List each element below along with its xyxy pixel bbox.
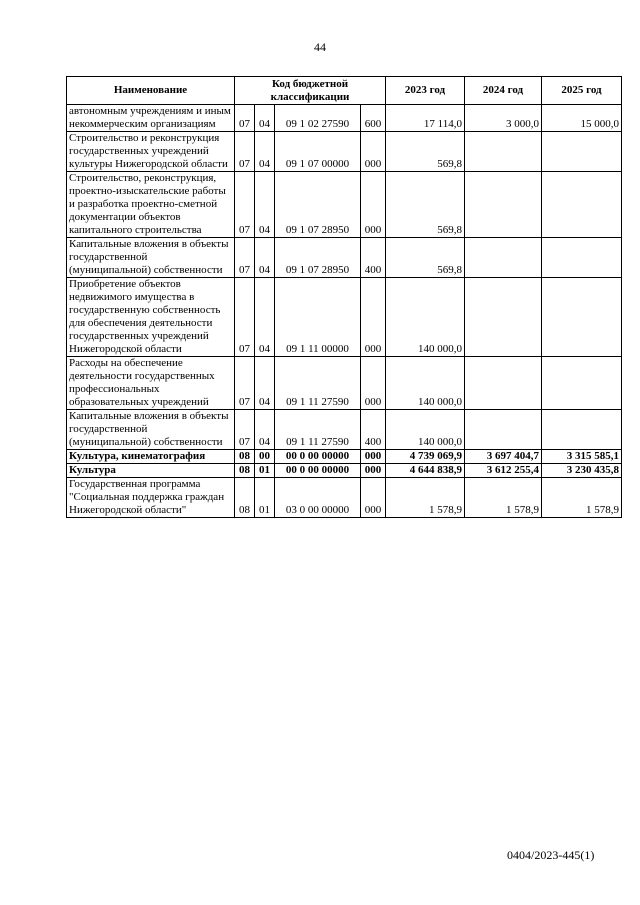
row-amount-2024: 3 612 255,4 xyxy=(465,464,542,478)
row-expense-type: 000 xyxy=(361,132,386,172)
table-row xyxy=(67,278,622,357)
row-expense-type: 000 xyxy=(361,278,386,357)
row-expense-type: 000 xyxy=(361,464,386,478)
row-amount-2024 xyxy=(465,172,542,238)
table-row xyxy=(67,172,622,238)
row-expense-type: 000 xyxy=(361,172,386,238)
header-2025: 2025 год xyxy=(542,77,622,105)
row-expense-type: 000 xyxy=(361,357,386,410)
row-expense-type: 400 xyxy=(361,410,386,450)
row-amount-2024 xyxy=(465,357,542,410)
row-section-code: 07 xyxy=(235,105,255,132)
row-name: Приобретение объектов недвижимого имущества в государственную собственность для обеспечения деятельности государственных учреждений Нижегородской области xyxy=(67,278,235,357)
row-target-article: 09 1 07 28950 xyxy=(275,238,361,278)
row-section-code: 07 xyxy=(235,132,255,172)
row-amount-2023: 569,8 xyxy=(386,172,465,238)
row-expense-type: 000 xyxy=(361,450,386,464)
row-name: Культура, кинематография xyxy=(67,450,235,464)
table-row xyxy=(67,132,622,172)
row-subsection-code: 04 xyxy=(255,238,275,278)
row-amount-2024 xyxy=(465,278,542,357)
row-amount-2024 xyxy=(465,132,542,172)
row-amount-2023: 140 000,0 xyxy=(386,357,465,410)
row-amount-2023: 569,8 xyxy=(386,132,465,172)
row-target-article: 00 0 00 00000 xyxy=(275,450,361,464)
row-amount-2024: 1 578,9 xyxy=(465,478,542,518)
row-amount-2024: 3 697 404,7 xyxy=(465,450,542,464)
row-amount-2024 xyxy=(465,238,542,278)
header-2023: 2023 год xyxy=(386,77,465,105)
row-amount-2024 xyxy=(465,410,542,450)
table-row xyxy=(67,478,622,518)
row-target-article: 09 1 07 28950 xyxy=(275,172,361,238)
row-subsection-code: 04 xyxy=(255,172,275,238)
header-code: Код бюджетной классификации xyxy=(235,77,386,105)
row-subsection-code: 04 xyxy=(255,410,275,450)
row-name: Строительство и реконструкция государственных учреждений культуры Нижегородской области xyxy=(67,132,235,172)
row-name: Строительство, реконструкция, проектно-изыскательские работы и разработка проектно-сметной документации объектов капитального строительства xyxy=(67,172,235,238)
row-subsection-code: 04 xyxy=(255,278,275,357)
table-header-row xyxy=(67,77,622,105)
row-name: Государственная программа "Социальная поддержка граждан Нижегородской области" xyxy=(67,478,235,518)
row-section-code: 08 xyxy=(235,450,255,464)
row-subsection-code: 01 xyxy=(255,464,275,478)
row-section-code: 07 xyxy=(235,278,255,357)
row-target-article: 09 1 02 27590 xyxy=(275,105,361,132)
row-amount-2023: 140 000,0 xyxy=(386,410,465,450)
table-row xyxy=(67,450,622,464)
table-row xyxy=(67,357,622,410)
row-target-article: 09 1 07 00000 xyxy=(275,132,361,172)
row-expense-type: 400 xyxy=(361,238,386,278)
header-2024: 2024 год xyxy=(465,77,542,105)
header-name: Наименование xyxy=(67,77,235,105)
row-name: Капитальные вложения в объекты государственной (муниципальной) собственности xyxy=(67,238,235,278)
row-section-code: 08 xyxy=(235,464,255,478)
row-name: Культура xyxy=(67,464,235,478)
row-amount-2025 xyxy=(542,132,622,172)
row-amount-2025: 1 578,9 xyxy=(542,478,622,518)
row-section-code: 07 xyxy=(235,357,255,410)
row-name: Расходы на обеспечение деятельности государственных профессиональных образовательных учреждений xyxy=(67,357,235,410)
row-amount-2025: 3 230 435,8 xyxy=(542,464,622,478)
row-amount-2023: 569,8 xyxy=(386,238,465,278)
budget-table xyxy=(66,76,622,518)
table-row xyxy=(67,410,622,450)
row-amount-2025 xyxy=(542,278,622,357)
row-amount-2023: 4 644 838,9 xyxy=(386,464,465,478)
table-row xyxy=(67,238,622,278)
row-section-code: 07 xyxy=(235,172,255,238)
row-section-code: 07 xyxy=(235,238,255,278)
row-subsection-code: 00 xyxy=(255,450,275,464)
row-amount-2025: 15 000,0 xyxy=(542,105,622,132)
row-subsection-code: 04 xyxy=(255,132,275,172)
row-subsection-code: 04 xyxy=(255,357,275,410)
row-expense-type: 000 xyxy=(361,478,386,518)
row-amount-2023: 4 739 069,9 xyxy=(386,450,465,464)
row-name: автономным учреждениям и иным некоммерческим организациям xyxy=(67,105,235,132)
row-amount-2025 xyxy=(542,172,622,238)
page-number: 44 xyxy=(314,40,326,54)
row-amount-2023: 1 578,9 xyxy=(386,478,465,518)
row-amount-2024: 3 000,0 xyxy=(465,105,542,132)
row-amount-2025: 3 315 585,1 xyxy=(542,450,622,464)
row-section-code: 07 xyxy=(235,410,255,450)
row-target-article: 09 1 11 27590 xyxy=(275,410,361,450)
row-target-article: 00 0 00 00000 xyxy=(275,464,361,478)
row-target-article: 09 1 11 27590 xyxy=(275,357,361,410)
row-target-article: 09 1 11 00000 xyxy=(275,278,361,357)
row-section-code: 08 xyxy=(235,478,255,518)
row-amount-2023: 17 114,0 xyxy=(386,105,465,132)
row-target-article: 03 0 00 00000 xyxy=(275,478,361,518)
row-amount-2025 xyxy=(542,410,622,450)
row-subsection-code: 04 xyxy=(255,105,275,132)
table-row xyxy=(67,464,622,478)
table-row xyxy=(67,105,622,132)
row-amount-2025 xyxy=(542,238,622,278)
row-name: Капитальные вложения в объекты государственной (муниципальной) собственности xyxy=(67,410,235,450)
document-id: 0404/2023-445(1) xyxy=(507,848,595,862)
row-amount-2023: 140 000,0 xyxy=(386,278,465,357)
row-expense-type: 600 xyxy=(361,105,386,132)
row-amount-2025 xyxy=(542,357,622,410)
row-subsection-code: 01 xyxy=(255,478,275,518)
